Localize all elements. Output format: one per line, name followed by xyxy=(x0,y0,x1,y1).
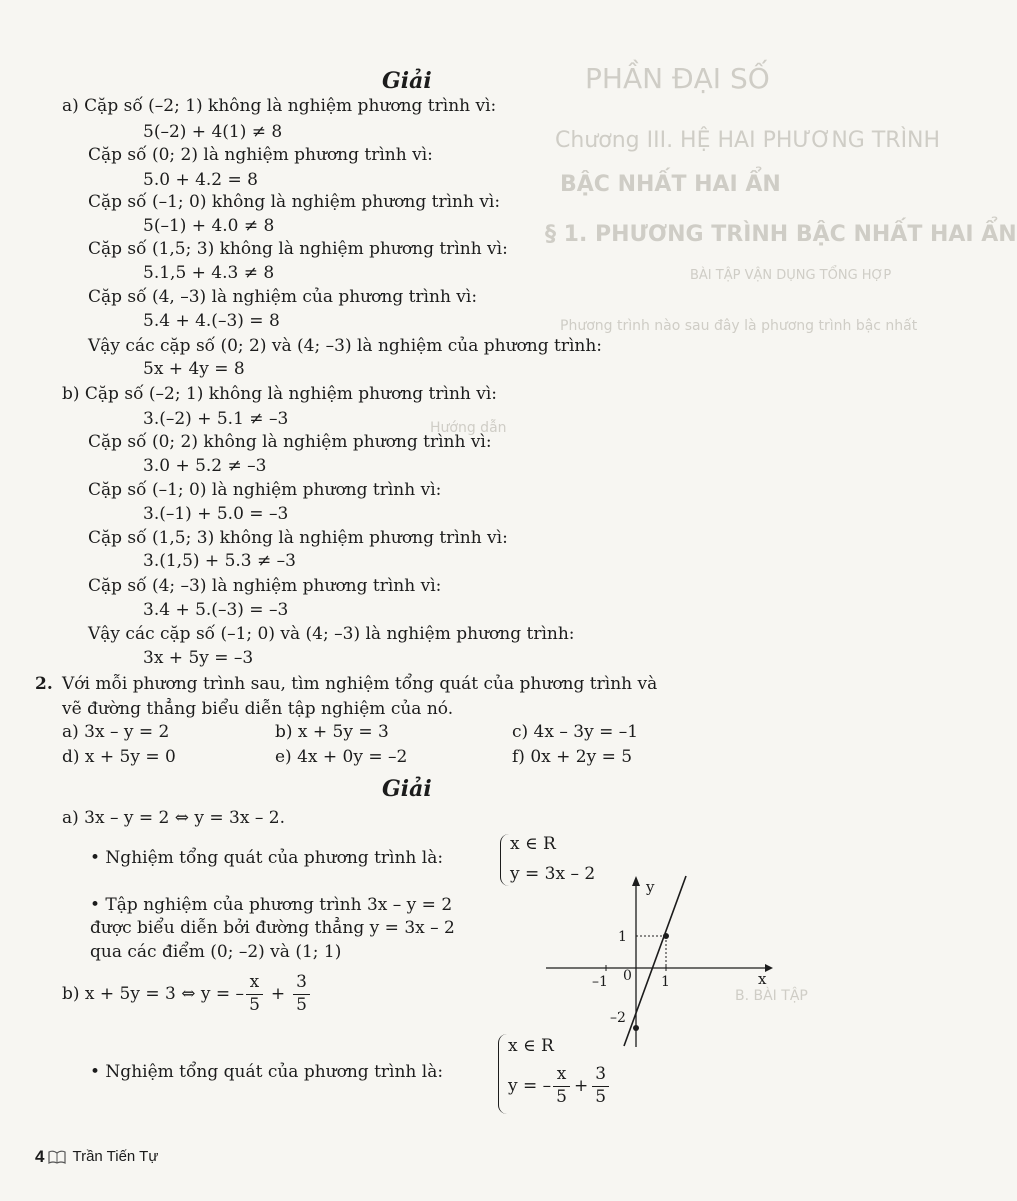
part-a-line: a) Cặp số (–2; 1) không là nghiệm phương trình vì: xyxy=(62,96,497,116)
y-axis-arrow xyxy=(632,876,640,886)
system-line: y = 3x – 2 xyxy=(510,864,596,884)
solution-heading: Giải xyxy=(382,68,432,94)
problem-option: a) 3x – y = 2 xyxy=(62,722,170,742)
system-line: x ∈ R xyxy=(510,834,556,854)
solution-set-line: qua các điểm (0; –2) và (1; 1) xyxy=(90,942,342,962)
bleed-text-2: Chương III. HỆ HAI PHƯƠNG TRÌNH xyxy=(555,128,941,153)
part-a-line: Cặp số (0; 2) là nghiệm phương trình vì: xyxy=(88,145,433,165)
part-b-line: Cặp số (4; –3) là nghiệm phương trình vì: xyxy=(88,576,442,596)
part-a-line: 5.0 + 4.2 = 8 xyxy=(143,170,258,190)
bleed-text-6: Hướng dẫn xyxy=(430,420,507,436)
fraction-denominator: 5 xyxy=(556,1086,567,1107)
fraction xyxy=(553,1066,570,1107)
x-tick-label: 1 xyxy=(661,974,670,990)
problem-option: c) 4x – 3y = –1 xyxy=(512,722,639,742)
fraction-denominator: 5 xyxy=(249,994,260,1015)
fraction xyxy=(246,974,263,1015)
book-logo-icon xyxy=(48,1150,66,1164)
fraction xyxy=(293,974,310,1015)
general-solution-label: • Nghiệm tổng quát của phương trình là: xyxy=(90,848,444,868)
fraction xyxy=(592,1066,609,1107)
part-a-line: Cặp số (1,5; 3) không là nghiệm phương trình vì: xyxy=(88,239,508,259)
general-solution-label: • Nghiệm tổng quát của phương trình là: xyxy=(90,1062,444,1082)
bleed-text-8: B. BÀI TẬP xyxy=(735,988,808,1004)
problem-option: e) 4x + 0y = –2 xyxy=(275,747,408,767)
problem-number: 2. xyxy=(35,674,53,694)
y-tick-label: –2 xyxy=(610,1010,626,1026)
plus-sign: + xyxy=(573,1076,589,1097)
part-b-line: b) Cặp số (–2; 1) không là nghiệm phương trình vì: xyxy=(62,384,498,404)
part-b-line: 3.(–1) + 5.0 = –3 xyxy=(143,504,289,524)
bleed-text-4: § 1. PHƯƠNG TRÌNH BẬC NHẤT HAI ẨN xyxy=(545,222,1017,247)
solution-b-lhs: b) x + 5y = 3 ⇔ y = – xyxy=(62,984,245,1005)
part-b-line: Cặp số (–1; 0) là nghiệm phương trình vì: xyxy=(88,480,442,500)
system-line xyxy=(508,1066,611,1107)
problem-text: Với mỗi phương trình sau, tìm nghiệm tổng quát của phương trình và xyxy=(62,674,658,694)
solution-b-line xyxy=(62,974,312,1015)
y-tick-label: 1 xyxy=(618,929,627,945)
problem-option: d) x + 5y = 0 xyxy=(62,747,176,767)
bleed-text-1: PHẦN ĐẠI SỐ xyxy=(585,62,770,95)
part-a-line: 5(–1) + 4.0 ≠ 8 xyxy=(143,216,275,236)
y-axis-label: y xyxy=(646,878,655,896)
page-number: 4 xyxy=(35,1147,45,1166)
problem-option: f) 0x + 2y = 5 xyxy=(512,747,633,767)
solution-heading: Giải xyxy=(382,776,432,802)
fraction-denominator: 5 xyxy=(296,994,307,1015)
system-line: x ∈ R xyxy=(508,1036,554,1056)
system-brace xyxy=(498,1034,507,1114)
fraction-numerator: x xyxy=(246,974,263,995)
line-graph xyxy=(540,872,780,1052)
graph-line xyxy=(624,876,686,1046)
part-a-line: Cặp số (–1; 0) không là nghiệm phương trình vì: xyxy=(88,192,501,212)
part-b-line: Vậy các cặp số (–1; 0) và (4; –3) là nghiệm phương trình: xyxy=(88,624,575,644)
plus-sign: + xyxy=(270,984,286,1005)
x-tick-label: –1 xyxy=(592,974,608,990)
system-b-lhs: y = – xyxy=(508,1076,552,1097)
fraction-numerator: x xyxy=(553,1066,570,1087)
bleed-text-3: BẬC NHẤT HAI ẨN xyxy=(560,172,781,197)
part-b-line: 3.0 + 5.2 ≠ –3 xyxy=(143,456,267,476)
part-b-line: Cặp số (0; 2) không là nghiệm phương trình vì: xyxy=(88,432,492,452)
solution-set-line: • Tập nghiệm của phương trình 3x – y = 2 xyxy=(90,895,453,915)
part-a-line: 5x + 4y = 8 xyxy=(143,359,245,379)
part-b-line: 3.(1,5) + 5.3 ≠ –3 xyxy=(143,551,296,571)
part-b-line: 3x + 5y = –3 xyxy=(143,648,254,668)
part-b-line: 3.(–2) + 5.1 ≠ –3 xyxy=(143,409,289,429)
solution-a-line: a) 3x – y = 2 ⇔ y = 3x – 2. xyxy=(62,808,285,828)
fraction-numerator: 3 xyxy=(592,1066,609,1087)
point-1-1 xyxy=(663,933,669,939)
fraction-numerator: 3 xyxy=(293,974,310,995)
bleed-text-7: Phương trình nào sau đây là phương trình bậc nhất xyxy=(560,318,918,334)
page-footer xyxy=(35,1148,158,1165)
point-0-neg2 xyxy=(633,1025,639,1031)
part-b-line: Cặp số (1,5; 3) không là nghiệm phương trình vì: xyxy=(88,528,508,548)
part-a-line: 5.1,5 + 4.3 ≠ 8 xyxy=(143,263,275,283)
solution-set-line: được biểu diễn bởi đường thẳng y = 3x – 2 xyxy=(90,918,455,938)
x-axis-label: x xyxy=(758,970,767,988)
origin-label: 0 xyxy=(623,968,632,984)
part-a-line: 5(–2) + 4(1) ≠ 8 xyxy=(143,122,283,142)
author-name: Trần Tiến Tự xyxy=(72,1148,159,1165)
part-a-line: 5.4 + 4.(–3) = 8 xyxy=(143,311,280,331)
part-b-line: 3.4 + 5.(–3) = –3 xyxy=(143,600,289,620)
fraction-denominator: 5 xyxy=(595,1086,607,1107)
problem-text: vẽ đường thẳng biểu diễn tập nghiệm của nó. xyxy=(62,699,454,719)
system-brace xyxy=(500,834,509,886)
part-a-line: Cặp số (4, –3) là nghiệm của phương trình vì: xyxy=(88,287,478,307)
part-a-line: Vậy các cặp số (0; 2) và (4; –3) là nghiệm của phương trình: xyxy=(88,336,603,356)
bleed-text-5: BÀI TẬP VẬN DỤNG TỔNG HỢP xyxy=(690,268,892,283)
problem-option: b) x + 5y = 3 xyxy=(275,722,389,742)
